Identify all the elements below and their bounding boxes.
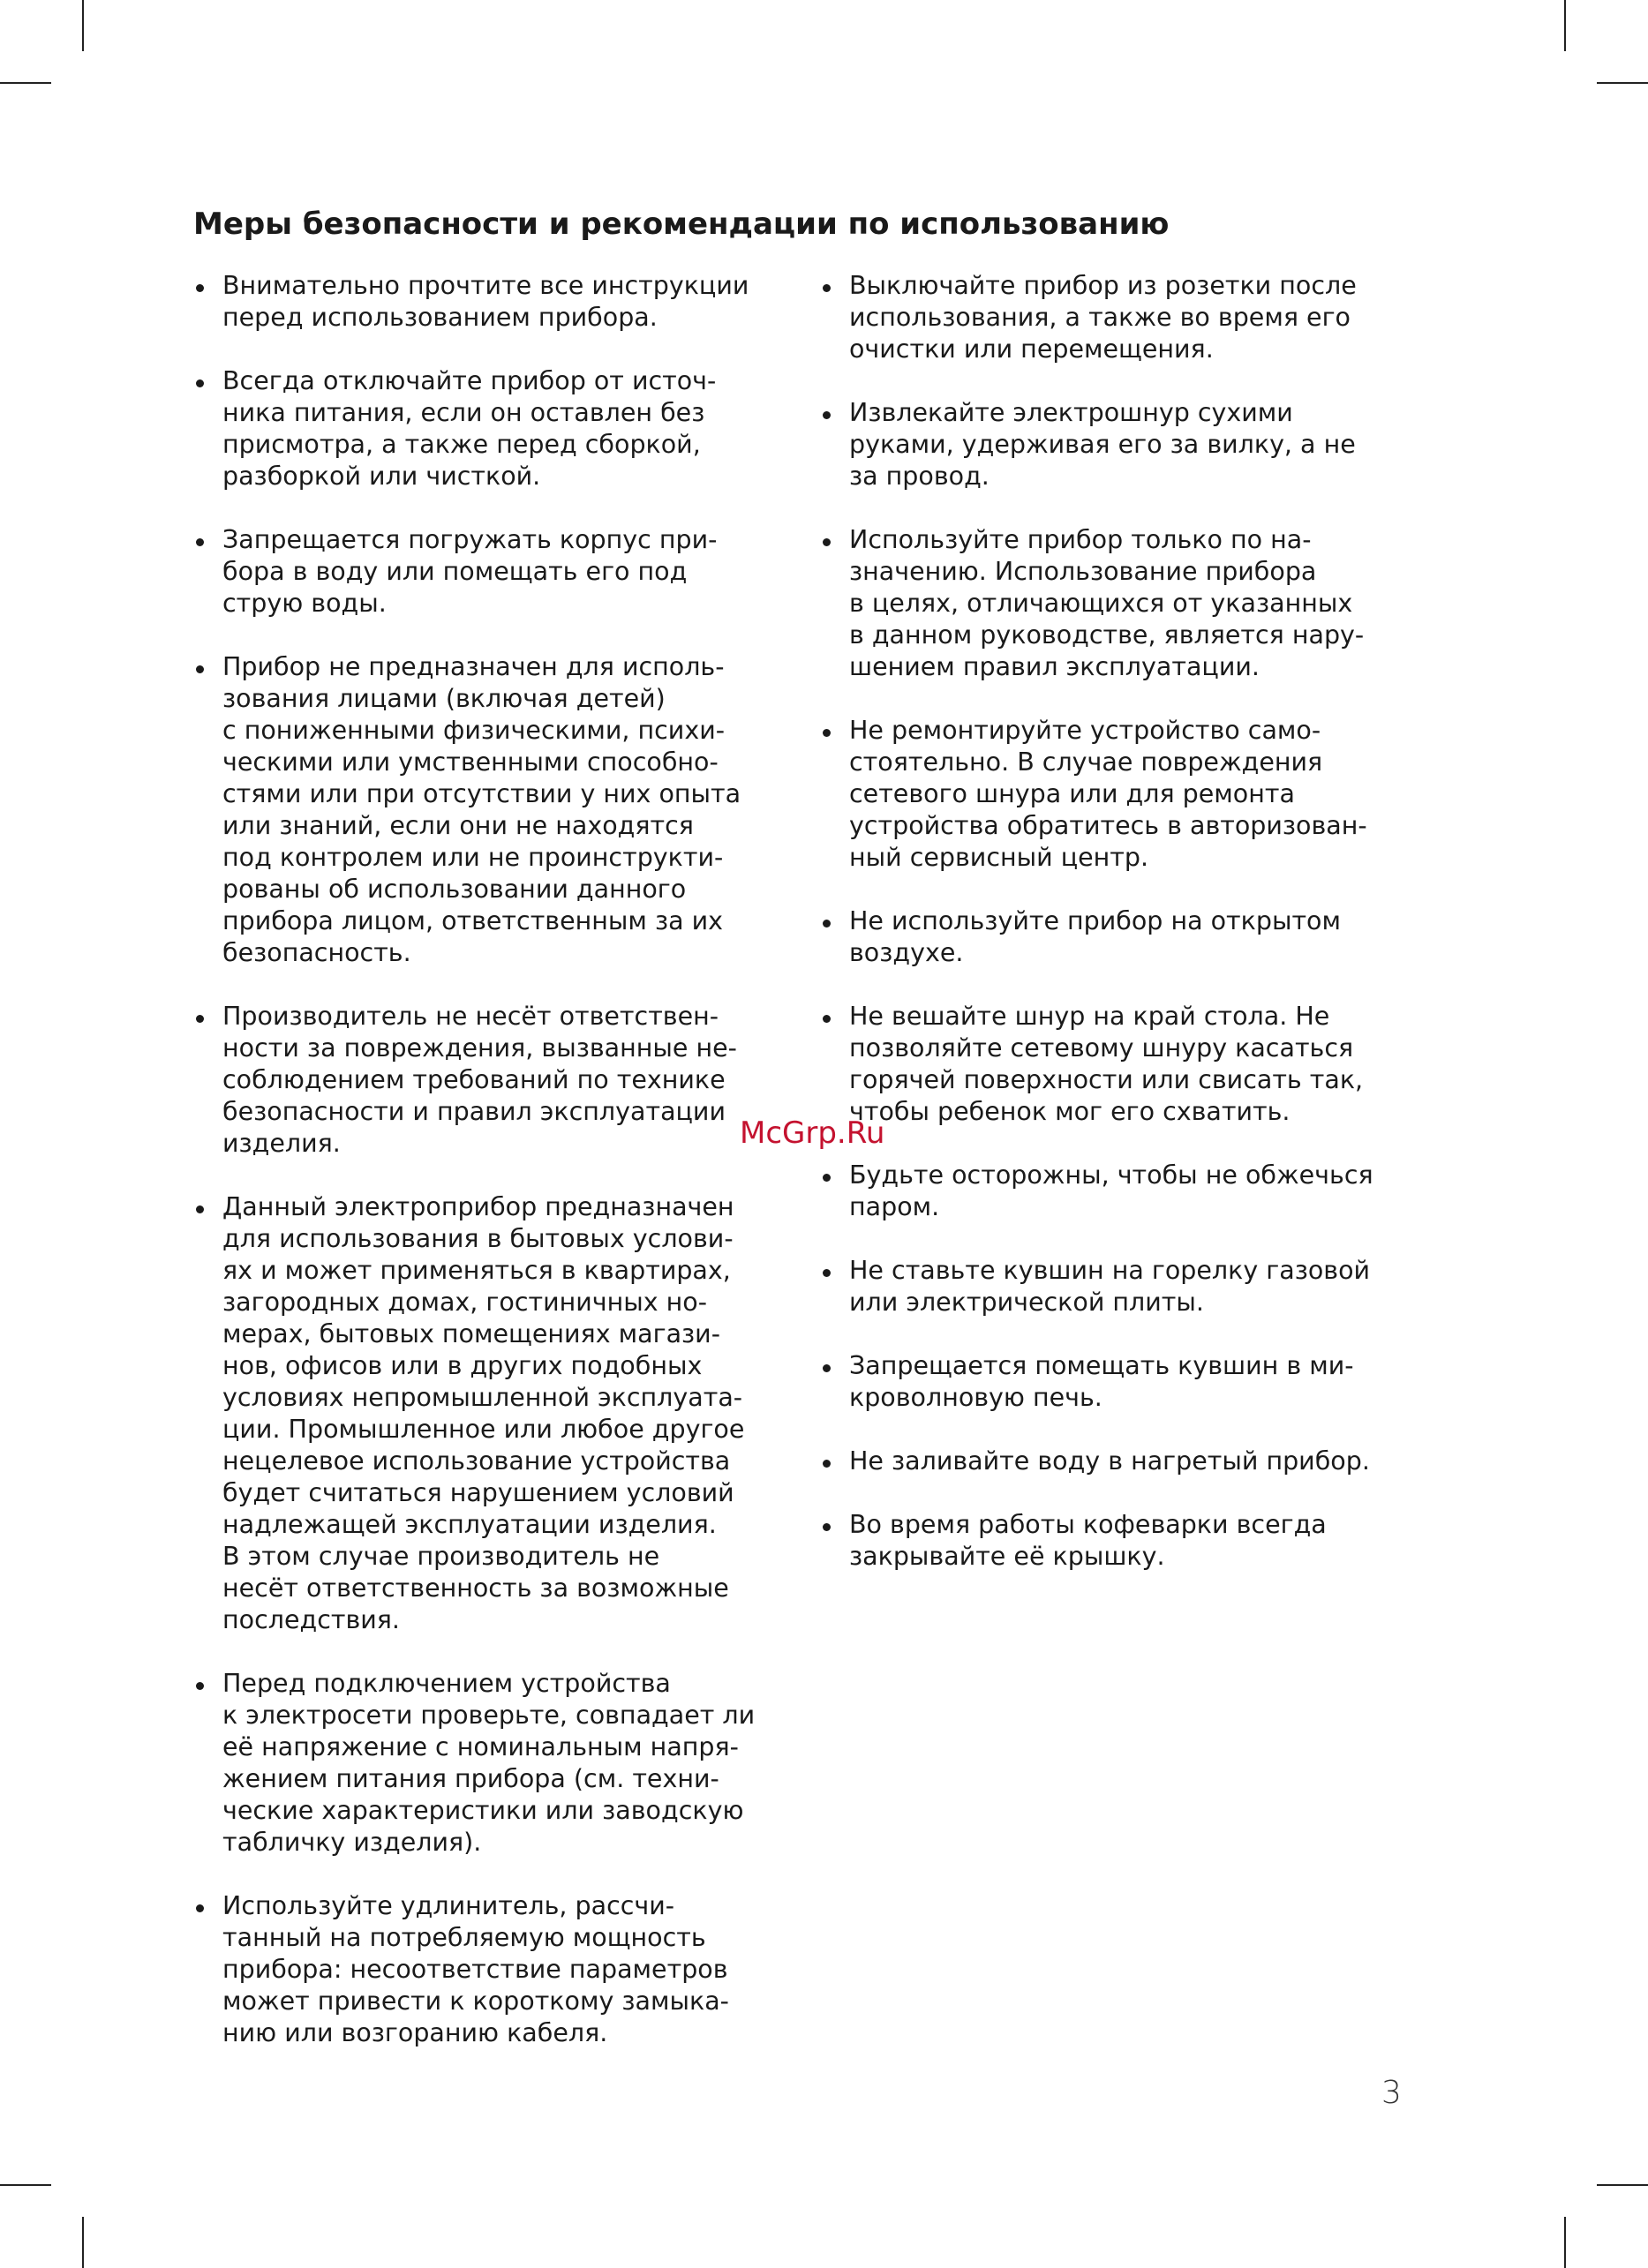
crop-mark [1597, 82, 1648, 84]
crop-mark [82, 2217, 84, 2268]
list-item-text: Не ставьте кувшин на горелку газовой или электрической плиты. [849, 1256, 1371, 1317]
list-item-text: Извлекайте электрошнур сухими руками, удерживая его за вилку, а не за провод. [849, 398, 1356, 491]
list-item [820, 1001, 1420, 1128]
bullet-icon [823, 1015, 831, 1023]
crop-mark [0, 82, 51, 84]
list-item-text: Выключайте прибор из розетки после использования, а также во время его очистки или перемещения. [849, 271, 1357, 364]
bullet-icon [196, 665, 204, 673]
bullet-icon [823, 284, 831, 292]
list-item [193, 524, 794, 620]
list-item-text: Прибор не предназначен для исполь- зования лицами (включая детей) с пониженными физическими, психи- ческими или умственными способно- стями или при отсутствии у них опыта или знаний, если они не находятся под контролем или не проинструкти- рованы об использовании данного прибора лицом, ответственным за их безопасность. [222, 652, 741, 967]
list-item-text: Запрещается помещать кувшин в ми- кроволновую печь. [849, 1351, 1354, 1412]
bullet-icon [823, 411, 831, 419]
bullet-icon [196, 1682, 204, 1690]
list-item-text: Всегда отключайте прибор от источ- ника питания, если он оставлен без присмотра, а также перед сборкой, разборкой или чисткой. [222, 366, 717, 491]
list-item [193, 365, 794, 492]
bullet-icon [823, 1523, 831, 1531]
list-item [820, 1160, 1420, 1223]
bullet-icon [196, 1904, 204, 1912]
list-item-text: Не используйте прибор на открытом воздухе. [849, 906, 1341, 967]
watermark: McGrp.Ru [740, 1115, 885, 1151]
list-item [193, 1890, 794, 2049]
bullet-icon [823, 920, 831, 927]
list-item-text: Во время работы кофеварки всегда закрывайте её крышку. [849, 1510, 1327, 1571]
bullet-icon [196, 1015, 204, 1023]
bullet-icon [823, 1364, 831, 1372]
right-column [820, 270, 1420, 1604]
bullet-icon [196, 379, 204, 387]
bullet-icon [823, 1269, 831, 1277]
crop-mark [1564, 2217, 1566, 2268]
list-item-text: Будьте осторожны, чтобы не обжечься паром. [849, 1160, 1373, 1221]
page-title: Меры безопасности и рекомендации по использованию [193, 207, 1170, 242]
list-item [820, 1509, 1420, 1573]
list-item [820, 1255, 1420, 1318]
bullet-icon [196, 284, 204, 292]
list-item-text: Производитель не несёт ответствен- ности за повреждения, вызванные не- соблюдением требований по технике безопасности и правил эксплуатации изделия. [222, 1002, 737, 1158]
page-number: 3 [1381, 2075, 1402, 2111]
list-item [820, 905, 1420, 969]
list-item-text: Данный электроприбор предназначен для использования в бытовых услови- ях и может применяться в квартирах, загородных домах, гостиничных но- мерах, бытовых помещениях магази- нов, офисов или в других подобных условиях непромышленной эксплуата- ции. Промышленное или любое другое нецелевое использование устройства будет считаться нарушением условий надлежащей эксплуатации изделия. В этом случае производитель не несёт ответственность за возможные последствия. [222, 1192, 745, 1634]
list-item-text: Запрещается погружать корпус при- бора в воду или помещать его под струю воды. [222, 525, 718, 618]
list-item [193, 651, 794, 969]
list-item [820, 397, 1420, 492]
list-item-text: Внимательно прочтите все инструкции перед использованием прибора. [222, 271, 749, 332]
list-item [820, 524, 1420, 683]
bullet-icon [823, 729, 831, 737]
crop-mark [0, 2184, 51, 2186]
list-item [193, 1191, 794, 1636]
list-item [820, 715, 1420, 874]
list-item [820, 1350, 1420, 1414]
list-item-text: Используйте удлинитель, рассчи- танный на потребляемую мощность прибора: несоответствие параметров может привести к короткому замыка- нию или возгоранию кабеля. [222, 1891, 729, 2047]
crop-mark [82, 0, 84, 51]
list-item [193, 1668, 794, 1859]
list-item-text: Не ремонтируйте устройство само- стоятельно. В случае повреждения сетевого шнура или для ремонта устройства обратитесь в авторизован- ный сервисный центр. [849, 716, 1367, 872]
bullet-icon [823, 538, 831, 546]
list-item-text: Используйте прибор только по на- значению. Использование прибора в целях, отличающихся от указанных в данном руководстве, является нару- шением правил эксплуатации. [849, 525, 1365, 681]
list-item [193, 270, 794, 334]
bullet-icon [196, 538, 204, 546]
crop-mark [1597, 2184, 1648, 2186]
left-column [193, 270, 794, 2081]
bullet-icon [823, 1174, 831, 1182]
list-item [820, 1446, 1420, 1477]
bullet-icon [823, 1460, 831, 1468]
list-item [193, 1001, 794, 1160]
list-item [820, 270, 1420, 365]
list-item-text: Не заливайте воду в нагретый прибор. [849, 1446, 1370, 1476]
list-item-text: Перед подключением устройства к электросети проверьте, совпадает ли её напряжение с номинальным напря- жением питания прибора (см. техни- ческие характеристики или заводскую табличку изделия). [222, 1669, 756, 1857]
bullet-icon [196, 1205, 204, 1213]
list-item-text: Не вешайте шнур на край стола. Не позволяйте сетевому шнуру касаться горячей поверхности или свисать так, чтобы ребенок мог его схватить. [849, 1002, 1364, 1126]
crop-mark [1564, 0, 1566, 51]
